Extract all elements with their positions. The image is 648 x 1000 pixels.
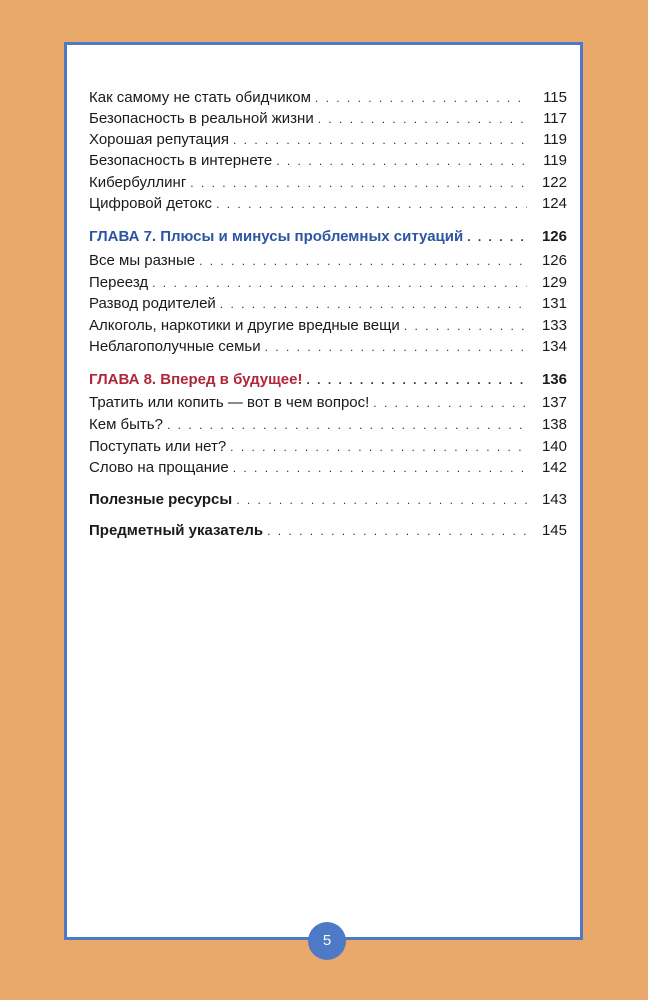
toc-entry[interactable] xyxy=(89,273,567,293)
dot-leader xyxy=(404,316,527,336)
toc-entry-title: Безопасность в реальной жизни xyxy=(89,110,314,127)
dot-leader xyxy=(152,273,527,293)
toc-entry[interactable] xyxy=(89,294,567,314)
toc-entry[interactable] xyxy=(89,393,567,413)
dot-leader xyxy=(318,109,527,129)
toc-index[interactable] xyxy=(89,521,567,541)
dot-leader xyxy=(307,370,528,390)
dot-leader xyxy=(230,437,527,457)
dot-leader xyxy=(267,521,527,541)
toc-chapter-8[interactable] xyxy=(89,370,567,390)
toc-entry-title: Цифровой детокс xyxy=(89,195,213,212)
toc-entry-page: 119 xyxy=(543,152,567,169)
chapter-page: 126 xyxy=(541,228,567,245)
toc-entry-page: 131 xyxy=(541,295,567,312)
toc-chapter-7[interactable] xyxy=(89,227,567,247)
toc-entry-title: Все мы разные xyxy=(89,252,196,269)
chapter-title: ГЛАВА 8. Вперед в будущее! xyxy=(89,371,303,388)
dot-leader xyxy=(265,337,527,357)
dot-leader xyxy=(190,173,527,193)
toc-entry[interactable] xyxy=(89,151,567,171)
dot-leader xyxy=(233,458,527,478)
toc-entry-page: 143 xyxy=(541,491,567,508)
toc-entry-page: 134 xyxy=(541,338,567,355)
toc-entry[interactable] xyxy=(89,109,567,129)
dot-leader xyxy=(233,130,527,150)
toc-resources[interactable] xyxy=(89,490,567,510)
toc-entry-title: Развод родителей xyxy=(89,295,216,312)
dot-leader xyxy=(199,251,527,271)
dot-leader xyxy=(220,294,527,314)
toc-entry-title: Неблагополучные семьи xyxy=(89,338,261,355)
toc-entry[interactable] xyxy=(89,173,567,193)
dot-leader xyxy=(167,415,527,435)
toc-entry-page: 145 xyxy=(541,522,567,539)
page-number-badge: 5 xyxy=(308,922,346,960)
toc-entry[interactable] xyxy=(89,251,567,271)
dot-leader xyxy=(236,490,527,510)
toc-entry-page: 126 xyxy=(541,252,567,269)
dot-leader xyxy=(315,88,527,108)
toc-entry-title: Переезд xyxy=(89,274,149,291)
toc-entry-title: Слово на прощание xyxy=(89,459,229,476)
toc-entry-page: 140 xyxy=(541,438,567,455)
toc-entry-title: Как самому не стать обидчиком xyxy=(89,89,311,106)
toc-entry-title: Поступать или нет? xyxy=(89,438,227,455)
toc-entry[interactable] xyxy=(89,337,567,357)
toc-entry-page: 137 xyxy=(541,394,567,411)
toc-entry-title: Кем быть? xyxy=(89,416,163,433)
toc-entry[interactable] xyxy=(89,316,567,336)
toc-entry[interactable] xyxy=(89,194,567,214)
toc-entry[interactable] xyxy=(89,415,567,435)
chapter-page: 136 xyxy=(541,371,567,388)
toc-entry-title: Предметный указатель xyxy=(89,522,264,539)
dot-leader xyxy=(373,393,527,413)
toc-entry-title: Полезные ресурсы xyxy=(89,491,233,508)
toc-entry-page: 122 xyxy=(541,174,567,191)
toc-entry-page: 133 xyxy=(541,317,567,334)
toc-entry-page: 115 xyxy=(543,89,567,106)
toc-entry-title: Хорошая репутация xyxy=(89,131,229,148)
toc-page xyxy=(64,42,583,940)
chapter-title: ГЛАВА 7. Плюсы и минусы проблемных ситуаций xyxy=(89,228,464,245)
toc-entry-page: 138 xyxy=(541,416,567,433)
toc-entry-page: 129 xyxy=(541,274,567,291)
dot-leader xyxy=(216,194,527,214)
toc-entry-page: 119 xyxy=(543,131,567,148)
toc-entry-page: 124 xyxy=(541,195,567,212)
toc-entry-page: 142 xyxy=(541,459,567,476)
toc-entry[interactable] xyxy=(89,130,567,150)
dot-leader xyxy=(276,151,527,171)
toc-entry[interactable] xyxy=(89,88,567,108)
toc-entry-title: Тратить или копить — вот в чем вопрос! xyxy=(89,394,370,411)
toc-entry-page: 117 xyxy=(543,110,567,127)
toc-entry-title: Безопасность в интернете xyxy=(89,152,273,169)
toc-entry[interactable] xyxy=(89,437,567,457)
toc-entry[interactable] xyxy=(89,458,567,478)
dot-leader xyxy=(467,227,527,247)
toc-entry-title: Алкоголь, наркотики и другие вредные вещи xyxy=(89,317,400,334)
toc-entry-title: Кибербуллинг xyxy=(89,174,187,191)
